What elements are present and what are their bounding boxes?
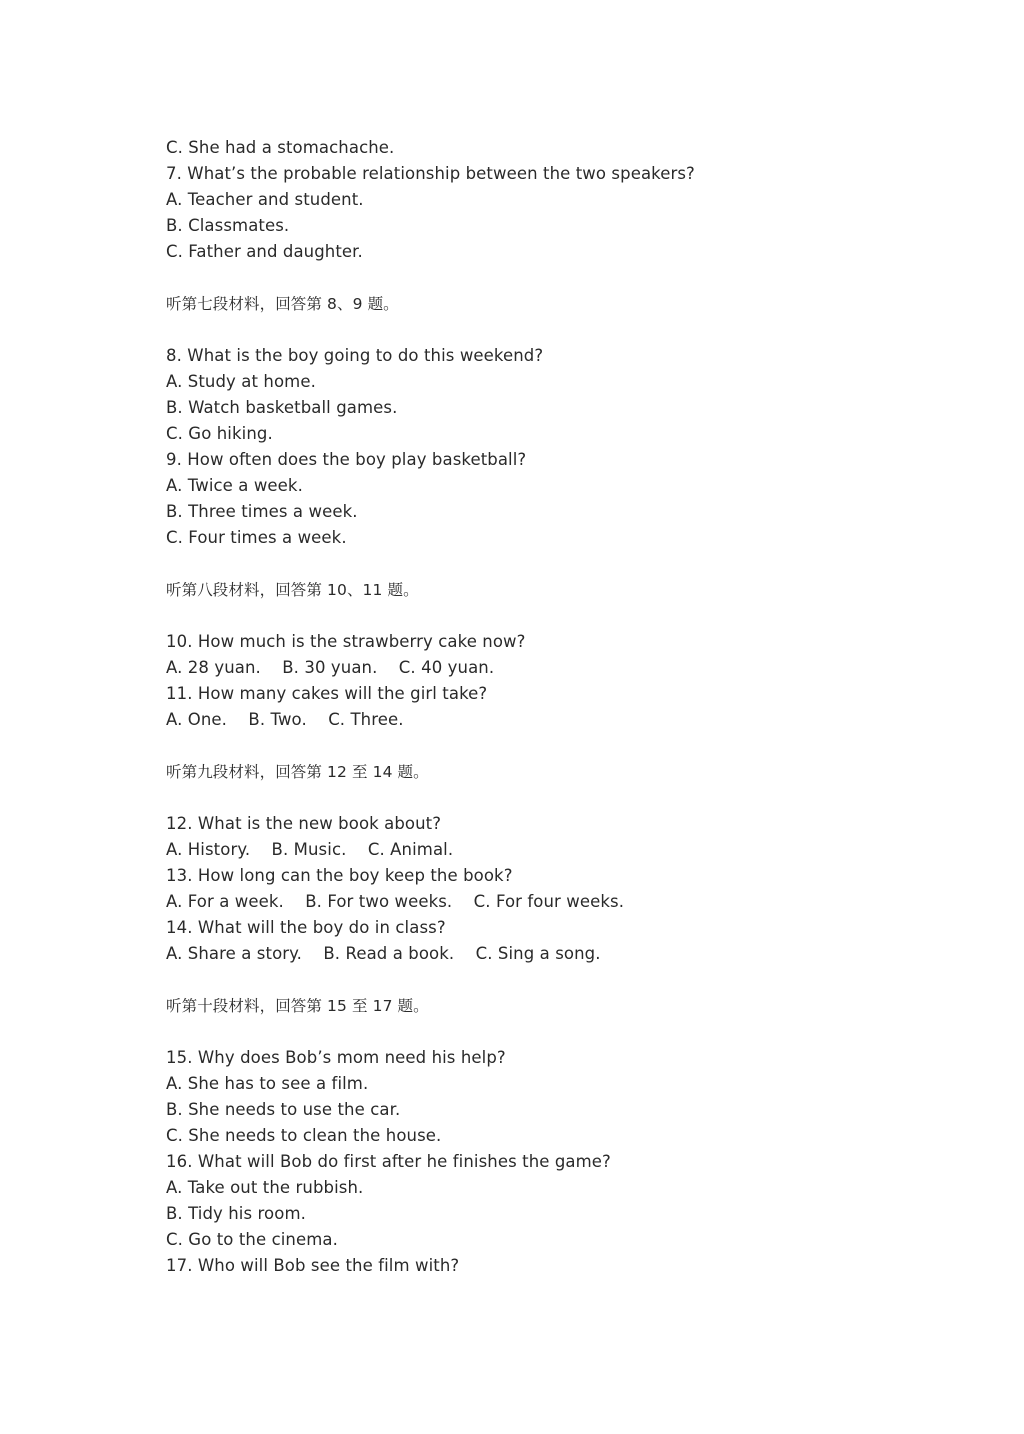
option-line: B. She needs to use the car.	[166, 1100, 401, 1119]
option-line: C. Go to the cinema.	[166, 1230, 338, 1249]
option-line: A. Study at home.	[166, 372, 316, 391]
option-line: A. For a week. B. For two weeks. C. For four weeks.	[166, 892, 625, 911]
question-line: 7. What’s the probable relationship between the two speakers?	[166, 164, 695, 183]
option-line: B. Three times a week.	[166, 502, 358, 521]
question-line: 8. What is the boy going to do this weekend?	[166, 346, 544, 365]
section-instruction: 听第九段材料，回答第 12 至 14 题。	[166, 763, 429, 781]
section-instruction: 听第七段材料，回答第 8、9 题。	[166, 295, 399, 313]
option-line: A. One. B. Two. C. Three.	[166, 710, 404, 729]
blank-line	[166, 1019, 986, 1045]
blank-line	[166, 733, 986, 759]
question-line: 14. What will the boy do in class?	[166, 918, 446, 937]
question-line: 16. What will Bob do first after he finishes the game?	[166, 1152, 611, 1171]
option-line: B. Watch basketball games.	[166, 398, 398, 417]
question-line: 17. Who will Bob see the film with?	[166, 1256, 460, 1275]
blank-line	[166, 967, 986, 993]
section-instruction: 听第十段材料，回答第 15 至 17 题。	[166, 997, 429, 1015]
blank-line	[166, 603, 986, 629]
option-line: A. She has to see a film.	[166, 1074, 369, 1093]
blank-line	[166, 317, 986, 343]
option-line: C. She needs to clean the house.	[166, 1126, 442, 1145]
option-line: C. Father and daughter.	[166, 242, 363, 261]
option-line: C. Go hiking.	[166, 424, 273, 443]
question-line: 11. How many cakes will the girl take?	[166, 684, 488, 703]
option-line: C. She had a stomachache.	[166, 138, 395, 157]
question-line: 12. What is the new book about?	[166, 814, 442, 833]
blank-line	[166, 265, 986, 291]
option-line: A. 28 yuan. B. 30 yuan. C. 40 yuan.	[166, 658, 495, 677]
question-line: 10. How much is the strawberry cake now?	[166, 632, 526, 651]
option-line: A. Twice a week.	[166, 476, 303, 495]
option-line: A. Take out the rubbish.	[166, 1178, 364, 1197]
section-instruction: 听第八段材料，回答第 10、11 题。	[166, 581, 419, 599]
option-line: A. History. B. Music. C. Animal.	[166, 840, 454, 859]
question-line: 13. How long can the boy keep the book?	[166, 866, 513, 885]
question-line: 9. How often does the boy play basketball?	[166, 450, 527, 469]
blank-line	[166, 551, 986, 577]
option-line: B. Classmates.	[166, 216, 290, 235]
option-line: C. Four times a week.	[166, 528, 347, 547]
question-line: 15. Why does Bob’s mom need his help?	[166, 1048, 506, 1067]
document-page	[166, 135, 986, 1279]
option-line: B. Tidy his room.	[166, 1204, 306, 1223]
option-line: A. Teacher and student.	[166, 190, 364, 209]
blank-line	[166, 785, 986, 811]
option-line: A. Share a story. B. Read a book. C. Sing a song.	[166, 944, 601, 963]
